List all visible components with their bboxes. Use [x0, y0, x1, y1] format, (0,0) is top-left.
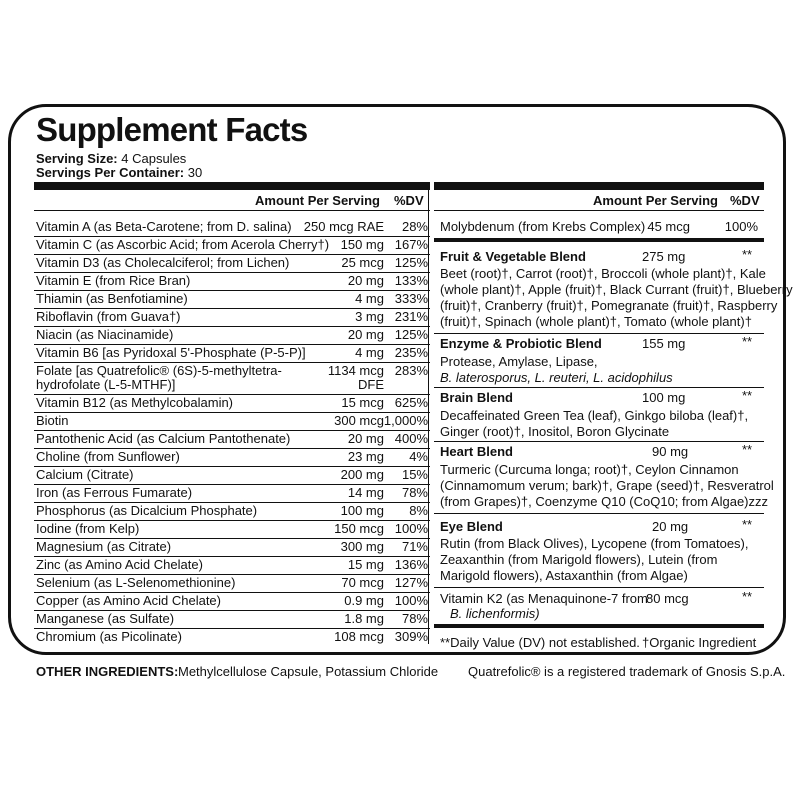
nutrient-dv: 136% [394, 557, 428, 572]
nutrient-amount: 1.8 mg [344, 611, 384, 626]
blend-ingredients: Marigold flowers), Astaxanthin (from Algae) [440, 568, 688, 583]
nutrient-name: Folate [as Quatrefolic® (6S)-5-methyltetra- [36, 363, 282, 378]
molybdenum-dv: 100% [724, 219, 758, 234]
blend-ingredients: Zeaxanthin (from Marigold flowers), Lutein (from [440, 552, 718, 567]
nutrient-name: Biotin [36, 413, 69, 428]
nutrient-amount: 150 mg [340, 237, 384, 252]
panel-title: Supplement Facts [36, 111, 308, 148]
divider [434, 210, 764, 211]
nutrient-amount: 1134 mcg [327, 363, 384, 378]
nutrient-amount: 300 mg [340, 539, 384, 554]
nutrient-amount: 250 mcg RAE [303, 219, 384, 234]
nutrient-name: Vitamin B6 [as Pyridoxal 5'-Phosphate (P-5-P)] [36, 345, 306, 360]
nutrient-amount: 70 mcg [341, 575, 384, 590]
nutrient-amount: 25 mcg [341, 255, 384, 270]
blend-dv: ** [742, 517, 753, 532]
nutrient-name: Copper (as Amino Acid Chelate) [36, 593, 221, 608]
blend-dv: ** [742, 334, 753, 349]
nutrient-amount: 3 mg [355, 309, 384, 324]
nutrient-name: Pantothenic Acid (as Calcium Pantothenate) [36, 431, 291, 446]
nutrient-dv: 78% [401, 485, 428, 500]
blend-dv: ** [742, 442, 753, 457]
nutrient-name: Selenium (as L-Selenomethionine) [36, 575, 236, 590]
nutrient-amount: DFE [358, 377, 384, 392]
nutrient-dv: 231% [394, 309, 428, 324]
nutrient-dv: 71% [401, 539, 428, 554]
trademark-note: Quatrefolic® is a registered trademark of Gnosis S.p.A. [468, 664, 786, 679]
vitamin-k2-amount: 80 mcg [646, 591, 689, 606]
blend-ingredients: Decaffeinated Green Tea (leaf), Ginkgo biloba (leaf)†, [440, 408, 749, 423]
nutrient-name: Iron (as Ferrous Fumarate) [36, 485, 193, 500]
nutrient-amount: 23 mg [347, 449, 384, 464]
nutrient-amount: 15 mg [347, 557, 384, 572]
blend-ingredients: (Cinnamomum verum; bark)†, Grape (seed)†, Resveratrol [440, 478, 774, 493]
nutrient-amount: 108 mcg [334, 629, 384, 644]
nutrient-amount: 15 mcg [341, 395, 384, 410]
divider-thick-right [434, 182, 764, 190]
serving-size: Serving Size: 4 Capsules [36, 151, 187, 166]
nutrient-dv: 333% [394, 291, 428, 306]
blend-amount: 90 mg [652, 444, 689, 459]
nutrient-name: Iodine (from Kelp) [36, 521, 140, 536]
nutrient-amount: 100 mg [340, 503, 384, 518]
nutrient-dv: 1,000% [383, 413, 428, 428]
blend-amount: 155 mg [642, 336, 686, 351]
vitamin-k2-name: Vitamin K2 (as Menaquinone-7 from [440, 591, 648, 606]
nutrient-name: Riboflavin (from Guava†) [36, 309, 181, 324]
divider [434, 387, 764, 388]
organic-footnote: †Organic Ingredient [642, 635, 757, 650]
nutrient-dv: 400% [394, 431, 428, 446]
blend-name: Fruit & Vegetable Blend [440, 249, 586, 264]
blend-dv: ** [742, 247, 753, 262]
nutrient-dv: 235% [394, 345, 428, 360]
divider [34, 210, 430, 211]
nutrient-name: Choline (from Sunflower) [36, 449, 180, 464]
nutrient-dv: 125% [394, 255, 428, 270]
nutrient-name: Magnesium (as Citrate) [36, 539, 172, 554]
nutrient-name: hydrofolate (L-5-MTHF)] [36, 377, 176, 392]
nutrient-name: Zinc (as Amino Acid Chelate) [36, 557, 203, 572]
nutrient-amount: 0.9 mg [344, 593, 384, 608]
nutrient-dv: 283% [394, 363, 428, 378]
nutrient-name: Vitamin C (as Ascorbic Acid; from Acerola Cherry†) [36, 237, 330, 252]
blend-dv: ** [742, 388, 753, 403]
header-amount-left: Amount Per Serving [255, 193, 380, 208]
nutrient-amount: 200 mg [340, 467, 384, 482]
vitamin-k2-source: B. lichenformis) [450, 606, 540, 621]
header-dv-left: %DV [394, 193, 424, 208]
vitamin-k2-dv: ** [742, 589, 753, 604]
header-amount-right: Amount Per Serving [593, 193, 718, 208]
divider [434, 513, 764, 514]
nutrient-dv: 78% [401, 611, 428, 626]
nutrient-dv: 4% [409, 449, 428, 464]
divider [434, 624, 764, 628]
blend-name: Enzyme & Probiotic Blend [440, 336, 602, 351]
nutrient-name: Manganese (as Sulfate) [36, 611, 175, 626]
blend-ingredients: (fruit)†, Spinach (whole plant)†, Tomato (whole plant)† [440, 314, 752, 329]
nutrient-name: Niacin (as Niacinamide) [36, 327, 174, 342]
blend-ingredients: (from Grapes)†, Coenzyme Q10 (CoQ10; from Algae)zzz [440, 494, 769, 509]
nutrient-amount: 20 mg [347, 431, 384, 446]
blend-ingredients: Beet (root)†, Carrot (root)†, Broccoli (whole plant)†, Kale [440, 266, 766, 281]
blend-ingredients: B. laterosporus, L. reuteri, L. acidophilus [440, 370, 673, 385]
divider [434, 587, 764, 588]
nutrient-name: Vitamin D3 (as Cholecalciferol; from Lichen) [36, 255, 290, 270]
nutrient-name: Phosphorus (as Dicalcium Phosphate) [36, 503, 258, 518]
blend-ingredients: Protease, Amylase, Lipase, [440, 354, 598, 369]
nutrient-dv: 28% [401, 219, 428, 234]
header-dv-right: %DV [730, 193, 760, 208]
nutrient-amount: 300 mcg [334, 413, 384, 428]
divider-thick-left [34, 182, 430, 190]
other-ingredients-value: Methylcellulose Capsule, Potassium Chloride [178, 664, 439, 679]
blend-ingredients: (fruit)†, Cranberry (fruit)†, Pomegranate (fruit)†, Raspberry [440, 298, 778, 313]
nutrient-dv: 167% [394, 237, 428, 252]
molybdenum-name: Molybdenum (from Krebs Complex) [440, 219, 646, 234]
dv-footnote: **Daily Value (DV) not established. [440, 635, 640, 650]
blend-amount: 100 mg [642, 390, 686, 405]
blend-ingredients: Rutin (from Black Olives), Lycopene (from Tomatoes), [440, 536, 749, 551]
nutrient-amount: 20 mg [347, 327, 384, 342]
blend-ingredients: (whole plant)†, Apple (fruit)†, Black Currant (fruit)†, Blueberry [440, 282, 793, 297]
divider [434, 333, 764, 334]
nutrient-amount: 4 mg [355, 291, 384, 306]
servings-per-container: Servings Per Container: 30 [36, 165, 203, 180]
nutrient-dv: 625% [394, 395, 428, 410]
column-divider [428, 184, 429, 644]
divider [434, 441, 764, 442]
nutrient-amount: 14 mg [347, 485, 384, 500]
divider [434, 238, 764, 242]
blend-ingredients: Ginger (root)†, Inositol, Boron Glycinate [440, 424, 670, 439]
blend-name: Brain Blend [440, 390, 513, 405]
nutrient-dv: 125% [394, 327, 428, 342]
nutrient-amount: 20 mg [347, 273, 384, 288]
nutrient-name: Vitamin E (from Rice Bran) [36, 273, 191, 288]
nutrient-name: Chromium (as Picolinate) [36, 629, 182, 644]
blend-amount: 275 mg [642, 249, 686, 264]
nutrient-name: Vitamin B12 (as Methylcobalamin) [36, 395, 234, 410]
blend-name: Eye Blend [440, 519, 503, 534]
nutrient-dv: 100% [394, 521, 428, 536]
nutrient-dv: 127% [394, 575, 428, 590]
nutrient-dv: 15% [401, 467, 428, 482]
blend-name: Heart Blend [440, 444, 513, 459]
molybdenum-amount: 45 mcg [647, 219, 690, 234]
nutrient-amount: 4 mg [355, 345, 384, 360]
nutrient-name: Vitamin A (as Beta-Carotene; from D. salina) [36, 219, 292, 234]
nutrient-dv: 8% [409, 503, 428, 518]
nutrient-name: Thiamin (as Benfotiamine) [36, 291, 188, 306]
other-ingredients-label: OTHER INGREDIENTS: [36, 664, 179, 679]
nutrient-dv: 100% [394, 593, 428, 608]
blend-ingredients: Turmeric (Curcuma longa; root)†, Ceylon Cinnamon [440, 462, 739, 477]
nutrient-amount: 150 mcg [334, 521, 384, 536]
nutrient-dv: 133% [394, 273, 428, 288]
nutrient-name: Calcium (Citrate) [36, 467, 134, 482]
nutrient-dv: 309% [394, 629, 428, 644]
blend-amount: 20 mg [652, 519, 689, 534]
